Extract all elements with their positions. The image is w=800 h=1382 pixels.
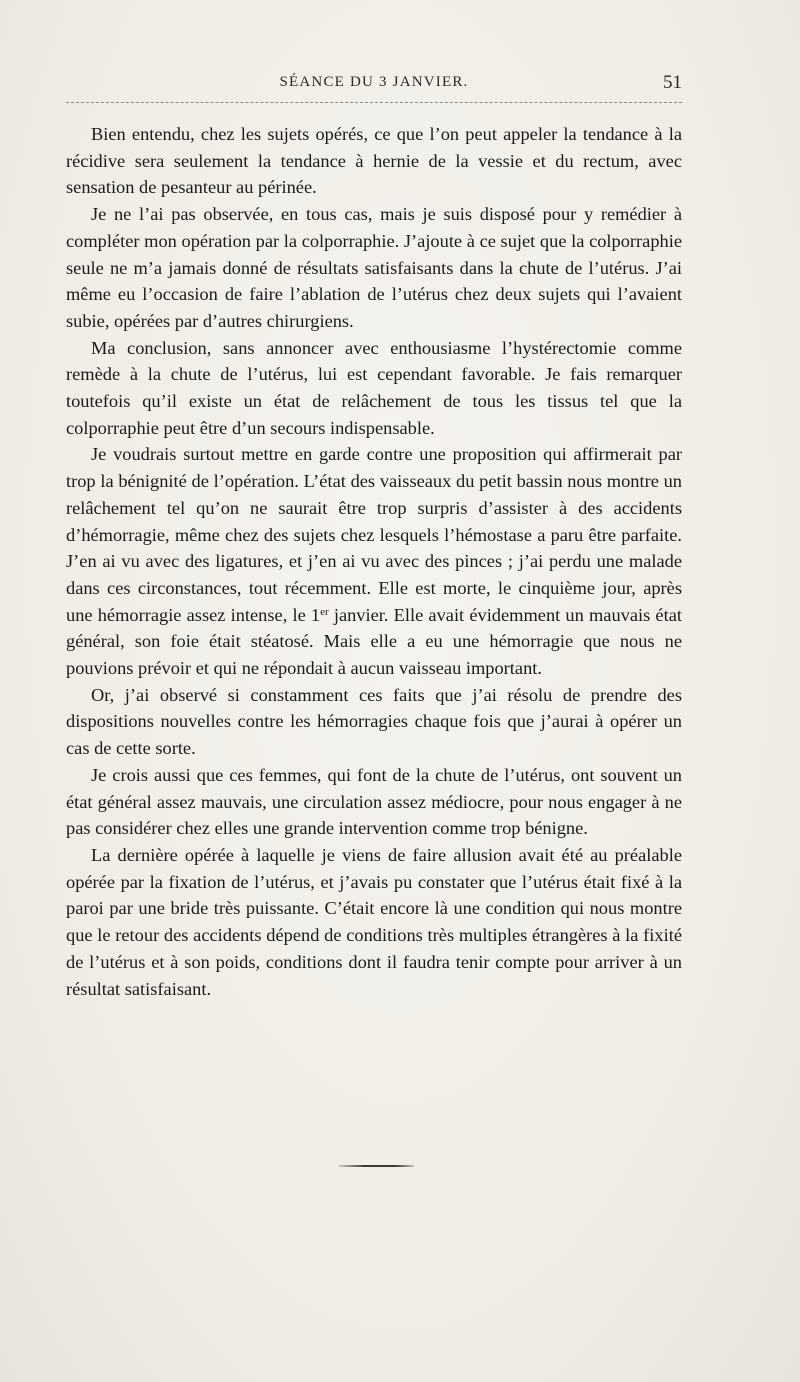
running-head: SÉANCE DU 3 JANVIER. <box>279 74 469 90</box>
paragraph-4 <box>66 441 682 681</box>
header-rule <box>66 102 682 103</box>
page-number: 51 <box>663 72 682 93</box>
paragraph-5: Or, j’ai observé si constamment ces faits que j’ai résolu de prendre des dispositions nouvelles contre les hémorragies chaque fois que j’aurai à opérer un cas de cette sorte. <box>66 684 682 759</box>
tail-ornament <box>338 1163 414 1169</box>
ordinal-superscript: er <box>320 605 329 618</box>
paragraph-3: Ma conclusion, sans annoncer avec enthousiasme l’hystérectomie comme remède à la chute de l’utérus, lui est cependant favorable. Je fais remarquer toutefois qu’il existe un état de relâchement de tous les tissus tel que la colporraphie peut être d’un secours indispensable. <box>66 337 682 438</box>
body-text <box>66 121 682 1002</box>
paragraph-6: Je crois aussi que ces femmes, qui font de la chute de l’utérus, ont souvent un état général assez mauvais, une circulation assez médiocre, pour nous engager à ne pas considérer chez elles une grande intervention comme trop bénigne. <box>66 764 682 839</box>
paragraph-2: Je ne l’ai pas observée, en tous cas, mais je suis disposé pour y remédier à compléter mon opération par la colporraphie. J’ajoute à ce sujet que la colporraphie seule ne m’a jamais donné de résultats satisfaisants dans la chute de l’utérus. J’ai même eu l’occasion de faire l’ablation de l’utérus chez deux sujets qui l’avaient subie, opérées par d’autres chirurgiens. <box>66 204 682 331</box>
paragraph-4-part-2: janvier. Elle avait évidemment un mauvais état général, son foie était stéatosé. Mais elle a eu une hémorragie que nous ne pouvions prévoir et qui ne répondait à aucun vaisseau important. <box>66 604 682 679</box>
paragraph-7: La dernière opérée à laquelle je viens de faire allusion avait été au préalable opérée par la fixation de l’utérus, et j’avais pu constater que l’utérus était fixé à la paroi par une bride très puissante. C’était encore là une condition qui nous montre que le retour des accidents dépend de conditions très multiples étrangères à la fixité de l’utérus et à son poids, conditions dont il faudra tenir compte pour arriver à un résultat satisfaisant. <box>66 844 682 999</box>
paragraph-4-part-1: Je voudrais surtout mettre en garde contre une proposition qui affirmerait par trop la bénignité de l’opération. L’état des vaisseaux du petit bassin nous montre un relâchement tel qu’on ne saurait être trop surpris d’assister à des accidents d’hémorragie, même chez des sujets chez lesquels l’hémostase a paru être parfaite. J’en ai vu avec des ligatures, et j’en ai vu avec des pinces ; j’ai perdu une malade dans ces circonstances, tout récemment. Elle est morte, le cinquième jour, après une hémorragie assez intense, le 1 <box>66 444 682 625</box>
tail-ornament-line <box>338 1165 414 1167</box>
page-header <box>66 70 682 100</box>
paragraph-1: Bien entendu, chez les sujets opérés, ce que l’on peut appeler la tendance à la récidive sera seulement la tendance à hernie de la vessie et du rectum, avec sensation de pesanteur au périnée. <box>66 124 682 198</box>
